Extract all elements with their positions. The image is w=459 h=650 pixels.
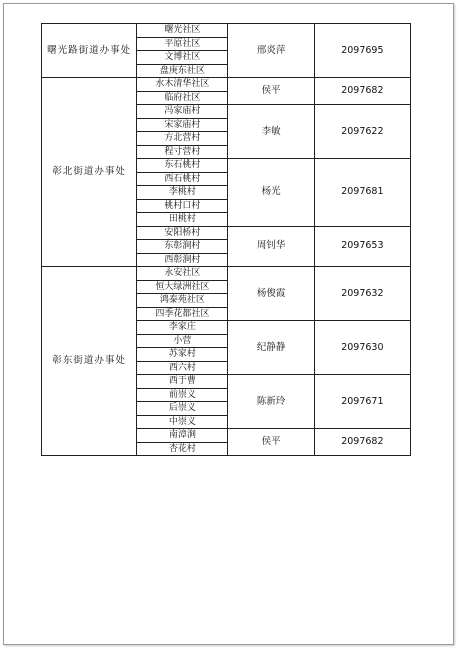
- contact-person-cell: 纪静静: [228, 321, 314, 375]
- table-row: [42, 267, 411, 281]
- office-name-cell: 彰北街道办事处: [42, 78, 137, 267]
- community-cell: 临府社区: [137, 91, 228, 105]
- community-cell: 李家庄: [137, 321, 228, 335]
- table-row: [42, 24, 411, 38]
- contact-person-cell: 杨俊霞: [228, 267, 314, 321]
- community-cell: 东石桃村: [137, 159, 228, 173]
- contact-person-cell: 邢炎萍: [228, 24, 314, 78]
- community-cell: 杏花村: [137, 442, 228, 456]
- phone-number-cell: 2097630: [314, 321, 410, 375]
- community-cell: 前崇义: [137, 388, 228, 402]
- community-cell: 苏家村: [137, 348, 228, 362]
- community-cell: 程寸营村: [137, 145, 228, 159]
- phone-number-cell: 2097695: [314, 24, 410, 78]
- contact-table-body: [42, 24, 411, 456]
- community-cell: 冯家庙村: [137, 105, 228, 119]
- community-cell: 西石桃村: [137, 172, 228, 186]
- community-cell: 中崇义: [137, 415, 228, 429]
- community-cell: 平原社区: [137, 37, 228, 51]
- phone-number-cell: 2097653: [314, 226, 410, 267]
- contact-person-cell: 周钊华: [228, 226, 314, 267]
- community-cell: 东彰涧村: [137, 240, 228, 254]
- phone-number-cell: 2097671: [314, 375, 410, 429]
- community-cell: 宋家庙村: [137, 118, 228, 132]
- community-cell: 水木清华社区: [137, 78, 228, 92]
- community-cell: 四季花都社区: [137, 307, 228, 321]
- contact-person-cell: 杨光: [228, 159, 314, 227]
- contact-person-cell: 侯平: [228, 78, 314, 105]
- community-cell: 李桃村: [137, 186, 228, 200]
- phone-number-cell: 2097681: [314, 159, 410, 227]
- community-cell: 后崇义: [137, 402, 228, 416]
- community-cell: 田桃村: [137, 213, 228, 227]
- community-cell: 小营: [137, 334, 228, 348]
- phone-number-cell: 2097682: [314, 429, 410, 456]
- community-cell: 西彰涧村: [137, 253, 228, 267]
- community-cell: 桃村口村: [137, 199, 228, 213]
- community-cell: 盘庚东社区: [137, 64, 228, 78]
- table-row: [42, 78, 411, 92]
- community-cell: 南漳涧: [137, 429, 228, 443]
- phone-number-cell: 2097622: [314, 105, 410, 159]
- phone-number-cell: 2097632: [314, 267, 410, 321]
- community-cell: 文博社区: [137, 51, 228, 65]
- office-name-cell: 彰东街道办事处: [42, 267, 137, 456]
- community-cell: 曙光社区: [137, 24, 228, 38]
- office-name-cell: 曙光路街道办事处: [42, 24, 137, 78]
- community-cell: 安阳桥村: [137, 226, 228, 240]
- community-cell: 鸿泰苑社区: [137, 294, 228, 308]
- contact-person-cell: 陈新玲: [228, 375, 314, 429]
- community-cell: 西六村: [137, 361, 228, 375]
- community-cell: 西于曹: [137, 375, 228, 389]
- community-cell: 方北营村: [137, 132, 228, 146]
- contact-person-cell: 李敏: [228, 105, 314, 159]
- phone-number-cell: 2097682: [314, 78, 410, 105]
- contact-person-cell: 侯平: [228, 429, 314, 456]
- contact-table: [41, 23, 411, 456]
- community-cell: 永安社区: [137, 267, 228, 281]
- community-cell: 恒大绿洲社区: [137, 280, 228, 294]
